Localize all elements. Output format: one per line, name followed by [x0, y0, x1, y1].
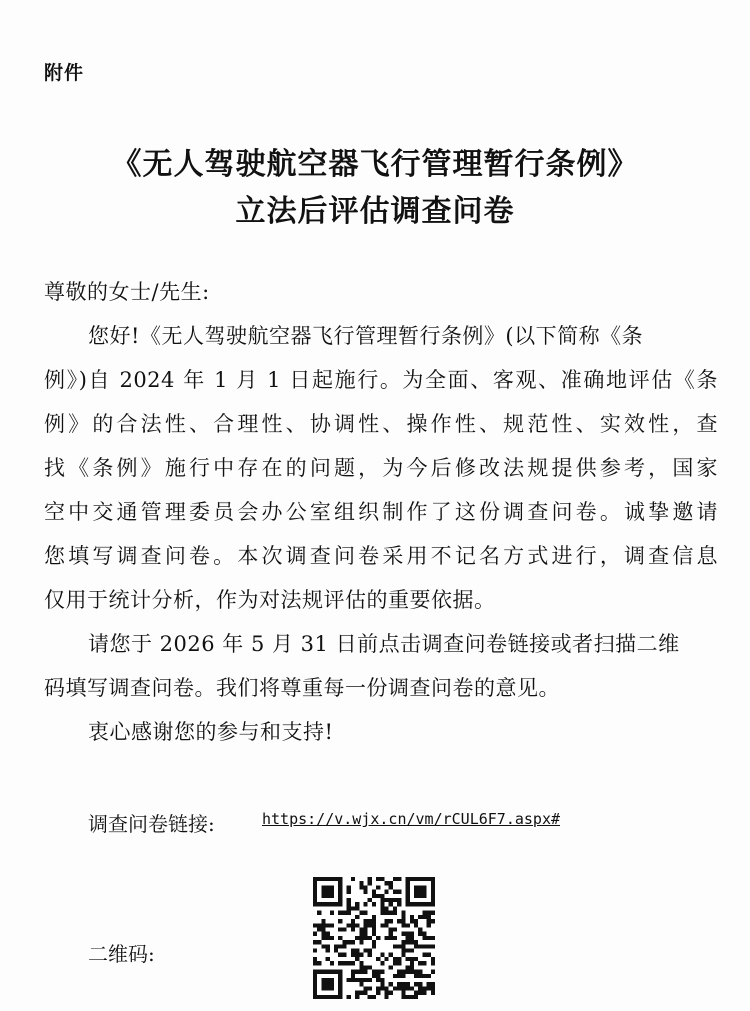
document-title-line-2: 立法后评估调查问卷 [235, 194, 515, 229]
survey-link[interactable]: https://v.wjx.cn/vm/rCUL6F7.aspx# [262, 810, 561, 828]
paragraph-1-line: 例》)自 2024 年 1 月 1 日起施行。为全面、客观、准确地评估《条 [44, 368, 718, 392]
paragraph-1-line: 仅用于统计分析，作为对法规评估的重要依据。 [44, 588, 496, 612]
attachment-label: 附件 [44, 62, 85, 84]
closing-line: 衷心感谢您的参与和支持! [88, 720, 334, 744]
qr-code-icon[interactable] [313, 877, 435, 999]
survey-link-label: 调查问卷链接: [88, 812, 215, 836]
paragraph-2-line: 码填写调查问卷。我们将尊重每一份调查问卷的意见。 [44, 676, 560, 700]
paragraph-1-line: 您填写调查问卷。本次调查问卷采用不记名方式进行，调查信息 [44, 544, 718, 568]
document-title-line-1: 《无人驾驶航空器飞行管理暂行条例》 [111, 147, 639, 182]
paragraph-1-line: 找《条例》施行中存在的问题，为今后修改法规提供参考，国家 [44, 456, 718, 480]
paragraph-1-line: 您好!《无人驾驶航空器飞行管理暂行条例》(以下简称《条 [88, 324, 644, 348]
paragraph-1-line: 例》的合法性、合理性、协调性、操作性、规范性、实效性，查 [44, 412, 718, 436]
qr-code-label: 二维码: [88, 942, 155, 966]
greeting: 尊敬的女士/先生: [44, 280, 210, 304]
paragraph-2-line: 请您于 2026 年 5 月 31 日前点击调查问卷链接或者扫描二维 [88, 632, 680, 656]
paragraph-1-line: 空中交通管理委员会办公室组织制作了这份调查问卷。诚挚邀请 [44, 500, 718, 524]
